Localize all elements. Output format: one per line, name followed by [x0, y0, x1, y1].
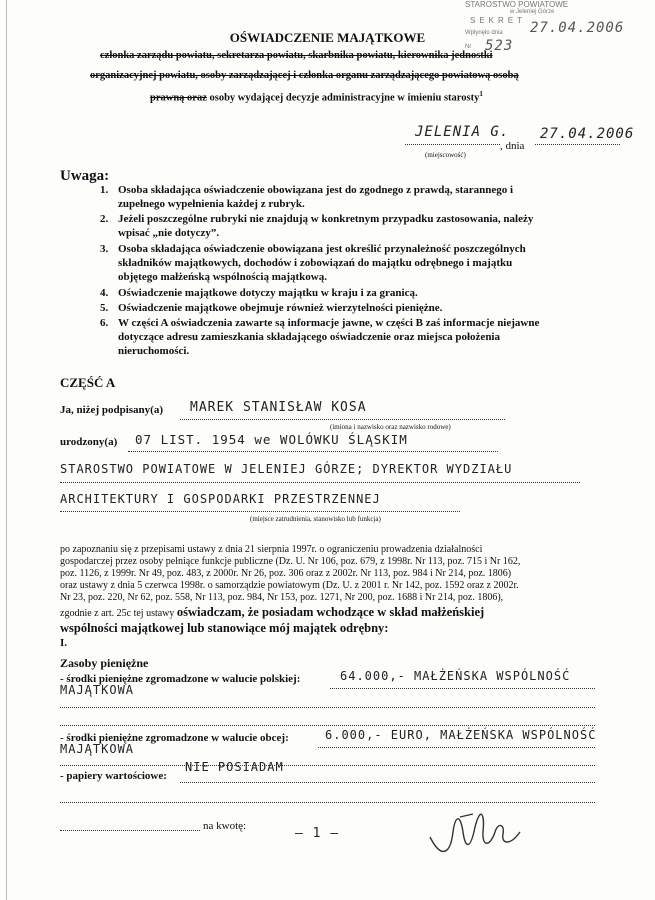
- date-value: 27.04.2006: [540, 126, 635, 142]
- ja-label: Ja, niżej podpisany(a): [60, 404, 163, 416]
- securities-value: NIE POSIADAM: [185, 760, 284, 774]
- uwaga-6-cont2: nieruchomości.: [118, 345, 190, 357]
- uwaga-4-text: Oświadczenie majątkowe dotyczy majątku w kraju i za granicą.: [118, 287, 418, 299]
- fx-value: 6.000,- EURO, MAŁŻEŃSKA WSPÓLNOŚĆ: [325, 728, 597, 742]
- header-line3-rest: osoby wydającej decyzje administracyjne w imieniu starosty: [206, 92, 480, 104]
- legal-line7: wspólności majątkowej lub stanowiące mój majątek odrębny:: [60, 621, 389, 635]
- page-number: – 1 –: [295, 826, 340, 841]
- uwaga-2-cont: wpisać „nie dotyczy”.: [118, 227, 220, 239]
- stamp-line4: Wpłynęło dnia: [465, 30, 503, 36]
- czesc-a-heading: CZĘŚĆ A: [60, 375, 116, 390]
- legal-line1: po zapoznaniu się z przepisami ustawy z dnia 21 sierpnia 1997r. o ograniczeniu prowadzenia działalności: [60, 544, 483, 555]
- job-caption: (miejsce zatrudnienia, stanowisko lub funkcja): [250, 515, 381, 523]
- amount-dotline: [60, 829, 200, 831]
- pln-dotline3: [60, 724, 595, 726]
- uwaga-3-cont2: objętego małżeńską wspólnością majątkową.: [118, 271, 327, 283]
- uwaga-1-num: 1.: [100, 184, 109, 196]
- legal-line2: gospodarczej przez osoby pełniące funkcje publiczne (Dz. U. Nr 106, poz. 679, z 1998r. Nr 113, poz. 715 i Nr 162,: [60, 556, 521, 567]
- signature-tick: [460, 814, 473, 817]
- stamp-line5: Nr: [465, 44, 472, 50]
- stamp-number: 523: [485, 38, 514, 54]
- stamp-line1: STAROSTWO POWIATOWE: [465, 0, 569, 9]
- section1-roman: I.: [60, 637, 68, 649]
- header-line1: członka zarządu powiatu, sekretarza powiatu, skarbnika powiatu, kierownika jednostki: [100, 50, 493, 61]
- pln-dotline: [330, 687, 595, 689]
- signature-stroke: [430, 814, 520, 851]
- uwaga-1-cont: zupełnego wypełnienia każdej z rubryk.: [118, 198, 305, 210]
- job-line2: ARCHITEKTURY I GOSPODARKI PRZESTRZENNEJ: [60, 492, 381, 506]
- job-line1: STAROSTWO POWIATOWE W JELENIEJ GÓRZE; DYREKTOR WYDZIAŁU: [60, 462, 513, 476]
- legal-line4: oraz ustawy z dnia 5 czerwca 1998r. o samorządzie powiatowym (Dz. U. z 2001 r. Nr 142, poz. 1592 oraz z 2002r.: [60, 580, 519, 591]
- place-value: JELENIA G.: [415, 124, 510, 140]
- legal-line6: [60, 606, 484, 620]
- uwaga-6-text: W części A oświadczenia zawarte są informacje jawne, w części B zaś informacje niejawne: [118, 317, 540, 329]
- job-dotline1: [60, 481, 580, 483]
- amount-label: na kwotę:: [203, 820, 247, 832]
- pln-value2: MAJĄTKOWA: [60, 683, 135, 697]
- securities-label: - papiery wartościowe:: [60, 770, 167, 782]
- uwaga-3-text: Osoba składająca oświadczenie obowiązana jest określić przynależność poszczególnych: [118, 243, 526, 255]
- pln-dotline2: [60, 706, 595, 708]
- uwaga-3-cont: składników majątkowych, dochodów i zobowiązań do majątku odrębnego i majątku: [118, 257, 513, 269]
- uwaga-3-num: 3.: [100, 243, 109, 255]
- stamp-date: 27.04.2006: [530, 20, 625, 36]
- name-dotline: [180, 418, 505, 420]
- header-line3: [150, 90, 483, 104]
- name-caption: (imiona i nazwisko oraz nazwisko rodowe): [330, 423, 451, 431]
- securities-dotline: [180, 781, 595, 783]
- stamp-line2: w Jeleniej Górze: [510, 9, 555, 15]
- header-line3-struck: prawną oraz: [150, 92, 207, 104]
- born-label: urodzony(a): [60, 436, 118, 448]
- section1-heading: Zasoby pieniężne: [60, 656, 149, 670]
- fx-dotline: [318, 746, 595, 748]
- uwaga-heading: Uwaga:: [60, 168, 110, 184]
- document-title: OŚWIADCZENIE MAJĄTKOWE: [229, 30, 426, 45]
- born-value: 07 LIST. 1954 we WOLÓWKU ŚLĄSKIM: [135, 432, 408, 447]
- legal-line5: Nr 23, poz. 220, Nr 62, poz. 558, Nr 113, poz. 984, Nr 153, poz. 1271, Nr 200, poz. 1688 i Nr 214, poz. 1806),: [60, 592, 504, 603]
- date-label: , dnia: [500, 140, 525, 152]
- legal-line3: poz. 1126, z 1999r. Nr 49, poz. 483, z 2000r. Nr 26, poz. 306 oraz z 2002r. Nr 113, poz. 984 i Nr 214, poz. 1806): [60, 568, 512, 579]
- fx-value2: MAJĄTKOWA: [60, 742, 135, 756]
- stamp-line3: SEKRET: [470, 16, 527, 25]
- job-dotline2: [60, 510, 460, 512]
- uwaga-5-num: 5.: [100, 302, 109, 314]
- legal-line6-a: zgodnie z art. 25c tej ustawy: [60, 608, 177, 619]
- fx-dotline2: [60, 764, 595, 766]
- uwaga-6-num: 6.: [100, 317, 109, 329]
- uwaga-2-num: 2.: [100, 213, 109, 225]
- place-caption: (miejscowość): [425, 151, 466, 159]
- page-edge-line: [6, 0, 7, 900]
- uwaga-4-num: 4.: [100, 287, 109, 299]
- legal-line6-b: oświadczam, że posiadam wchodzące w skład małżeńskiej: [176, 605, 485, 619]
- name-value: MAREK STANISŁAW KOSA: [190, 400, 367, 415]
- uwaga-2-text: Jeżeli poszczególne rubryki nie znajdują w konkretnym przypadku zastosowania, należy: [118, 213, 534, 225]
- fx-label: - środki pieniężne zgromadzone w walucie obcej:: [60, 732, 289, 744]
- header-line2: organizacyjnej powiatu, osoby zarządzającej i członka organu zarządzającego powiatową osobą: [90, 70, 519, 81]
- signature-mark: [425, 802, 525, 862]
- born-dotline: [128, 450, 498, 452]
- date-dotline: [535, 143, 620, 145]
- uwaga-5-text: Oświadczenie majątkowe obejmuje również wierzytelności pieniężne.: [118, 302, 443, 314]
- place-dotline: [405, 143, 500, 145]
- uwaga-6-cont: dotyczące adresu zamieszkania składającego oświadczenie oraz miejsca położenia: [118, 331, 500, 343]
- pln-value: 64.000,- MAŁŻEŃSKA WSPÓLNOŚĆ: [340, 669, 571, 683]
- uwaga-1-text: Osoba składająca oświadczenie obowiązana jest do zgodnego z prawdą, starannego i: [118, 184, 514, 196]
- pln-label: - środki pieniężne zgromadzone w walucie polskiej:: [60, 673, 301, 685]
- footnote-mark: 1: [479, 90, 483, 98]
